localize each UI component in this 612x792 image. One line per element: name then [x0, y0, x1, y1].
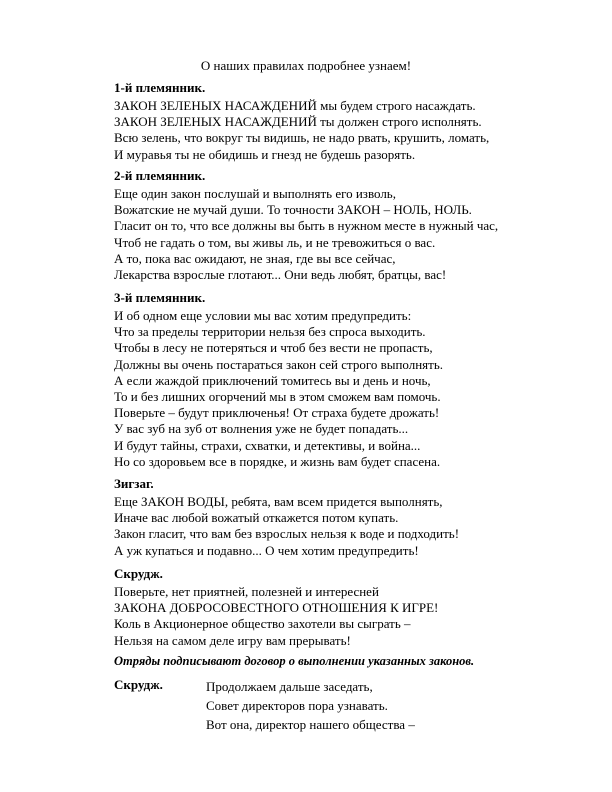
verse-line: У вас зуб на зуб от волнения уже не будет попадать... [114, 421, 409, 437]
verse-line: Еще ЗАКОН ВОДЫ, ребята, вам всем придется выполнять, [114, 494, 443, 509]
section-4 [114, 476, 534, 559]
speaker-name: 2-й племянник. [114, 168, 206, 183]
verse-line: И будут тайны, страхи, схватки, и детективы, и война... [114, 437, 421, 453]
verse-line: Поверьте, нет приятней, полезней и интересней [114, 584, 379, 599]
verse-line: И об одном еще условии мы вас хотим предупредить: [114, 308, 412, 323]
stage-direction: Отряды подписывают договор о выполнении указанных законов. [114, 654, 475, 668]
verse-line: Вожатские не мучай души. То точности ЗАКОН – НОЛЬ, НОЛЬ. [114, 202, 472, 218]
verse-line: Чтоб не гадать о том, вы живы ль, и не тревожиться о вас. [114, 234, 436, 250]
speaker-name: Скрудж. [114, 566, 163, 581]
verse-line: Чтобы в лесу не потеряться и чтоб без вести не пропасть, [114, 340, 433, 356]
verse-line: Совет директоров пора узнавать. [206, 698, 388, 713]
verse-line: ЗАКОН ЗЕЛЕНЫХ НАСАЖДЕНИЙ мы будем строго насаждать. [114, 98, 476, 113]
verse-line: ЗАКОНА ДОБРОСОВЕСТНОГО ОТНОШЕНИЯ К ИГРЕ! [114, 600, 439, 616]
verse-line: Вот она, директор нашего общества – [206, 717, 415, 732]
verse-line: Нельзя на самом деле игру вам прерывать! [114, 632, 351, 648]
verse-line: Должны вы очень постараться закон сей строго выполнять. [114, 356, 444, 372]
verse-line: А уж купаться и подавно... О чем хотим предупредить! [114, 542, 419, 558]
verse-line: Поверьте – будут приключенья! От страха будете дрожать! [114, 405, 440, 421]
verse-line: И муравья ты не обидишь и гнезд не будешь разорять. [114, 146, 416, 162]
section-5 [114, 566, 534, 649]
verse-line: А то, пока вас ожидают, не зная, где вы все сейчас, [114, 250, 396, 266]
speaker-name: Скрудж. [114, 677, 163, 692]
section-3 [114, 290, 534, 470]
verse-line: Но со здоровьем все в порядке, и жизнь вам будет спасена. [114, 453, 441, 469]
speaker-name: 1-й племянник. [114, 80, 206, 95]
final-lines [206, 677, 415, 734]
speaker-name: 3-й племянник. [114, 290, 206, 305]
section-2 [114, 168, 534, 283]
verse-line: Еще один закон послушай и выполнять его изволь, [114, 186, 396, 201]
section-1 [114, 80, 534, 163]
verse-line: Закон гласит, что вам без взрослых нельзя к воде и подходить! [114, 526, 460, 542]
verse-line: Продолжаем дальше заседать, [206, 679, 373, 694]
verse-line: Коль в Акционерное общество захотели вы сыграть – [114, 616, 411, 632]
verse-line: Лекарства взрослые глотают... Они ведь любят, братцы, вас! [114, 267, 447, 283]
page-title: О наших правилах подробнее узнаем! [200, 58, 412, 73]
verse-line: Всю зелень, что вокруг ты видишь, не надо рвать, крушить, ломать, [114, 130, 490, 146]
verse-line: То и без лишних огорчений мы в этом сможем вам помочь. [114, 389, 441, 405]
verse-line: ЗАКОН ЗЕЛЕНЫХ НАСАЖДЕНИЙ ты должен строго исполнять. [114, 114, 482, 130]
verse-line: А если жаждой приключений томитесь вы и день и ночь, [114, 372, 431, 388]
verse-line: Иначе вас любой вожатый откажется потом купать. [114, 510, 399, 526]
speaker-name: Зигзаг. [114, 476, 154, 491]
verse-line: Гласит он то, что все должны вы быть в нужном месте в нужный час, [114, 218, 499, 234]
verse-line: Что за пределы территории нельзя без спроса выходить. [114, 324, 426, 340]
